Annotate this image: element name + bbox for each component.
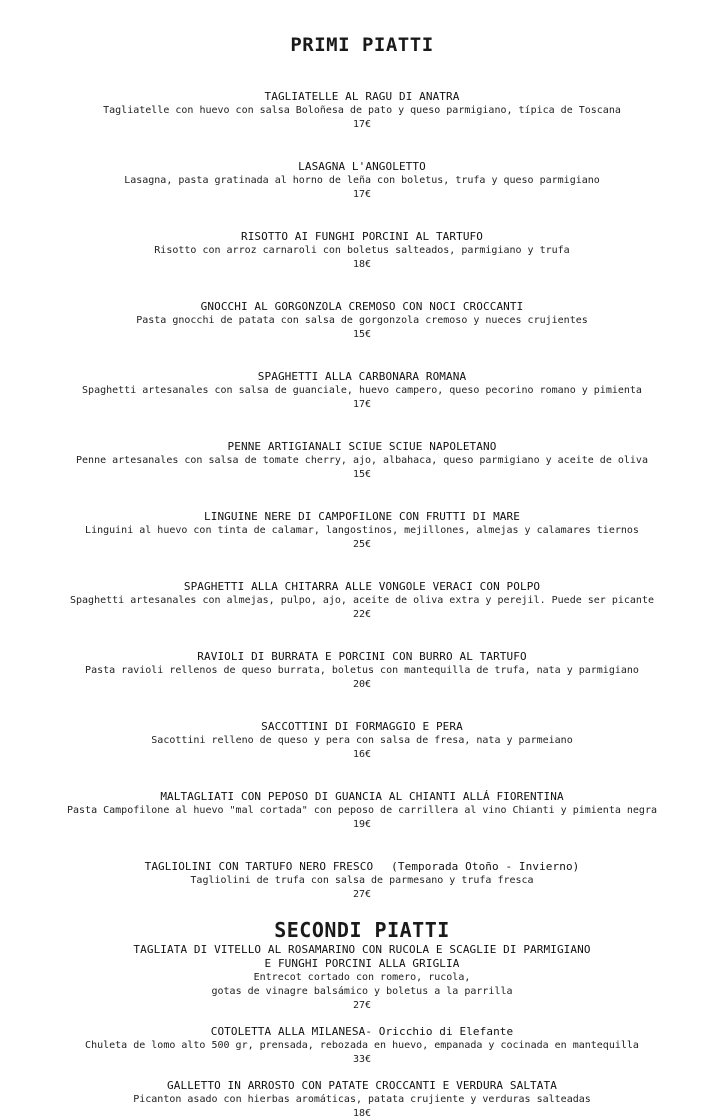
dish-price: 22€ [352, 609, 372, 620]
dish-item [0, 1025, 724, 1066]
dish-item [0, 860, 724, 901]
dish-description-line-2: gotas de vinagre balsámico y boletus a la parrilla [211, 986, 513, 997]
dish-description: Tagliolini de trufa con salsa de parmesano y trufa fresca [190, 875, 534, 886]
dish-price: 18€ [352, 1108, 372, 1119]
dish-price: 33€ [352, 1054, 372, 1065]
dish-item [0, 440, 724, 481]
primi-piatti-title: PRIMI PIATTI [290, 34, 434, 56]
season-note: (Temporada Otoño - Invierno) [391, 860, 580, 873]
dish-name: GNOCCHI AL GORGONZOLA CREMOSO CON NOCI CROCCANTI [200, 300, 524, 313]
dish-name: RISOTTO AI FUNGHI PORCINI AL TARTUFO [240, 230, 483, 243]
dish-description: Pasta Campofilone al huevo "mal cortada" con peposo de carrillera al vino Chianti y pimienta negra [66, 805, 657, 816]
dish-description: Sacottini relleno de queso y pera con salsa de fresa, nata y parmeiano [151, 735, 573, 746]
dish-description: Picanton asado con hierbas aromáticas, patata crujiente y verduras salteadas [133, 1094, 591, 1105]
secondi-piatti-title: SECONDI PIATTI [274, 918, 450, 942]
dish-name-line-2: E FUNGHI PORCINI ALLA GRIGLIA [264, 957, 460, 970]
secondi-dish-list [0, 943, 724, 1120]
dish-price: 17€ [352, 119, 372, 130]
dish-description: Chuleta de lomo alto 500 gr, prensada, rebozada en huevo, empanada y cocinada en mantequilla [85, 1040, 639, 1051]
dish-item [0, 90, 724, 131]
dish-item [0, 580, 724, 621]
dish-name: LINGUINE NERE DI CAMPOFILONE CON FRUTTI DI MARE [204, 510, 520, 523]
dish-description: Lasagna, pasta gratinada al horno de leña con boletus, trufa y queso parmigiano [124, 175, 600, 186]
dish-description: Linguini al huevo con tinta de calamar, langostinos, mejillones, almejas y calamares tiernos [85, 525, 639, 536]
dish-description: Tagliatelle con huevo con salsa Boloñesa de pato y queso parmigiano, típica de Toscana [103, 105, 621, 116]
dish-item [0, 1079, 724, 1120]
dish-price: 27€ [352, 889, 372, 900]
dish-description: Spaghetti artesanales con almejas, pulpo, ajo, aceite de oliva extra y perejil. Puede ser picante [70, 595, 654, 606]
dish-name: TAGLIATELLE AL RAGU DI ANATRA [264, 90, 460, 103]
dish-description: Risotto con arroz carnaroli con boletus salteados, parmigiano y trufa [154, 245, 570, 256]
dish-name: RAVIOLI DI BURRATA E PORCINI CON BURRO AL TARTUFO [197, 650, 527, 663]
dish-price: 19€ [352, 819, 372, 830]
dish-item [0, 160, 724, 201]
dish-price: 17€ [352, 189, 372, 200]
dish-price: 15€ [352, 329, 372, 340]
dish-item [0, 300, 724, 341]
dish-description: Penne artesanales con salsa de tomate cherry, ajo, albahaca, queso parmigiano y aceite de oliva [76, 455, 648, 466]
dish-name: LASAGNA L'ANGOLETTO [298, 160, 426, 173]
dish-item [0, 230, 724, 271]
dish-item [0, 720, 724, 761]
dish-name: COTOLETTA ALLA MILANESA- Oricchio di Elefante [210, 1025, 514, 1038]
dish-item [0, 370, 724, 411]
dish-name-row [0, 860, 724, 874]
dish-name: SACCOTTINI DI FORMAGGIO E PERA [261, 720, 463, 733]
dish-name: MALTAGLIATI CON PEPOSO DI GUANCIA AL CHIANTI ALLÁ FIORENTINA [160, 790, 564, 803]
dish-name: SPAGHETTI ALLA CHITARRA ALLE VONGOLE VERACI CON POLPO [183, 580, 541, 593]
dish-description: Spaghetti artesanales con salsa de guanciale, huevo campero, queso pecorino romano y pimienta [82, 385, 642, 396]
dish-name: GALLETTO IN ARROSTO CON PATATE CROCCANTI E VERDURA SALTATA [167, 1079, 557, 1092]
dish-item [0, 790, 724, 831]
dish-description: Entrecot cortado con romero, rucola, [253, 972, 471, 983]
dish-description: Pasta gnocchi de patata con salsa de gorgonzola cremoso y nueces crujientes [136, 315, 588, 326]
dish-name: PENNE ARTIGIANALI SCIUE SCIUE NAPOLETANO [227, 440, 497, 453]
dish-price: 25€ [352, 539, 372, 550]
dish-price: 27€ [352, 1000, 372, 1011]
dish-price: 16€ [352, 749, 372, 760]
dish-price: 15€ [352, 469, 372, 480]
dish-item [0, 943, 724, 1012]
dish-name: TAGLIATA DI VITELLO AL ROSAMARINO CON RUCOLA E SCAGLIE DI PARMIGIANO [133, 943, 591, 956]
primi-dish-list [0, 90, 724, 901]
dish-name: SPAGHETTI ALLA CARBONARA ROMANA [257, 370, 467, 383]
dish-item [0, 650, 724, 691]
dish-name: TAGLIOLINI CON TARTUFO NERO FRESCO [144, 860, 374, 873]
dish-description: Pasta ravioli rellenos de queso burrata, boletus con mantequilla de trufa, nata y parmigiano [85, 665, 639, 676]
dish-item [0, 510, 724, 551]
dish-price: 20€ [352, 679, 372, 690]
dish-price: 18€ [352, 259, 372, 270]
dish-price: 17€ [352, 399, 372, 410]
